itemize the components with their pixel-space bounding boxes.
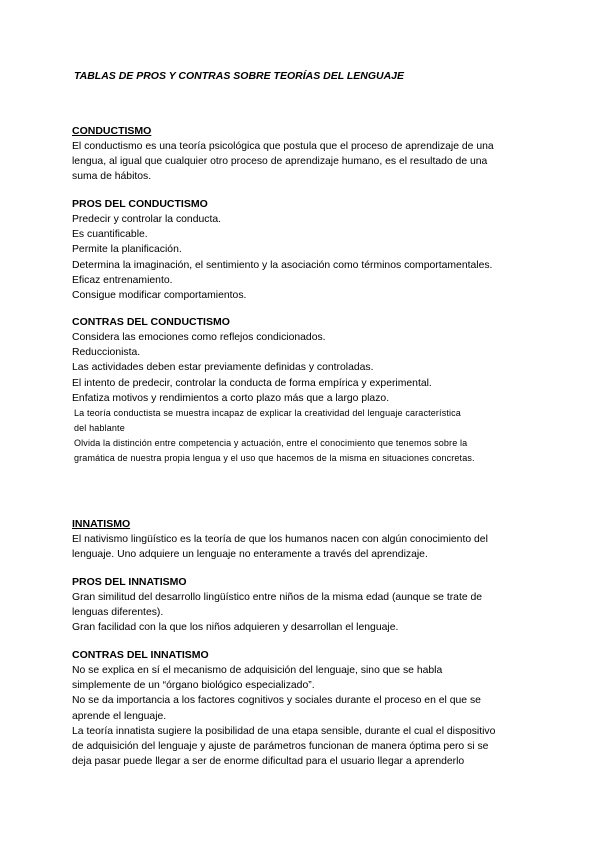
pros-innatismo-heading: PROS DEL INNATISMO: [72, 576, 187, 588]
contras-innatismo-heading: CONTRAS DEL INNATISMO: [72, 649, 209, 661]
section-innatismo: [72, 517, 532, 562]
list-item: Las actividades deben estar previamente definidas y controladas.: [72, 362, 374, 374]
list-item: Gran facilidad con la que los niños adquieren y desarrollan el lenguaje.: [72, 622, 399, 634]
text-line: lengua, al igual que cualquier otro proceso de aprendizaje humano, es el resultado de una: [72, 156, 488, 168]
list-item: La teoría innatista sugiere la posibilidad de una etapa sensible, durante el cual el dispositivo: [72, 725, 496, 737]
list-item: Consigue modificar comportamientos.: [72, 290, 247, 302]
list-item: Determina la imaginación, el sentimiento y la asociación como términos comportamentales.: [72, 259, 493, 271]
list-item: Gran similitud del desarrollo lingüístico entre niños de la misma edad (aunque se trate de: [72, 592, 483, 603]
list-item: La teoría conductista se muestra incapaz de explicar la creatividad del lenguaje característica: [74, 408, 461, 419]
contras-conductismo-heading: CONTRAS DEL CONDUCTISMO: [72, 316, 230, 328]
pros-innatismo-list: [72, 590, 532, 636]
list-item: Considera las emociones como reflejos condicionados.: [72, 332, 326, 343]
list-item: Predecir y controlar la conducta.: [72, 214, 222, 225]
list-item: del hablante: [74, 423, 125, 434]
list-item: Enfatiza motivos y rendimientos a corto plazo más que a largo plazo.: [72, 392, 390, 404]
list-item: lenguas diferentes).: [72, 607, 164, 619]
list-item: Permite la planificación.: [72, 244, 182, 256]
contras-conductismo-list: [72, 330, 532, 406]
list-item: deja pasar puede llegar a ser de enorme dificultad para el usuario llegar a aprenderlo: [72, 756, 465, 768]
pros-conductismo-heading: PROS DEL CONDUCTISMO: [72, 198, 208, 210]
list-item: Reduccionista.: [72, 347, 141, 359]
list-item: simplemente de un “órgano biológico especializado”.: [72, 680, 315, 692]
section-conductismo: [72, 124, 532, 185]
contras-conductismo-small-list: [74, 406, 532, 466]
innatismo-heading: INNATISMO: [72, 518, 131, 530]
list-item: gramática de nuestra propia lengua y el uso que hacemos de la misma en situaciones concretas.: [74, 453, 475, 464]
document-title: TABLAS DE PROS Y CONTRAS SOBRE TEORÍAS DEL LENGUAJE: [74, 70, 405, 82]
section-pros-conductismo: [72, 197, 532, 303]
list-item: No se da importancia a los factores cognitivos y sociales durante el proceso en el que se: [72, 695, 481, 707]
list-item: Eficaz entrenamiento.: [72, 274, 173, 286]
pros-conductismo-list: [72, 212, 532, 303]
list-item: Olvida la distinción entre competencia y actuación, entre el conocimiento que tenemos sobre la: [74, 438, 468, 449]
conductismo-heading: CONDUCTISMO: [72, 125, 152, 137]
list-item: Es cuantificable.: [72, 229, 148, 241]
text-line: suma de hábitos.: [72, 171, 152, 183]
section-pros-innatismo: [72, 575, 532, 636]
section-contras-conductismo: [72, 315, 532, 466]
list-item: No se explica en sí el mecanismo de adquisición del lenguaje, sino que se habla: [72, 665, 443, 676]
list-item: aprende el lenguaje.: [72, 710, 167, 722]
text-line: lenguaje. Uno adquiere un lenguaje no enteramente a través del aprendizaje.: [72, 549, 428, 561]
text-line: El conductismo es una teoría psicológica que postula que el proceso de aprendizaje de una: [72, 141, 494, 152]
conductismo-definition: [72, 139, 532, 185]
list-item: de adquisición del lenguaje y ajuste de parámetros funcionan de manera óptima pero si se: [72, 741, 489, 753]
section-contras-innatismo: [72, 648, 532, 769]
list-item: El intento de predecir, controlar la conducta de forma empírica y experimental.: [72, 377, 432, 389]
innatismo-definition: [72, 532, 532, 562]
contras-innatismo-list: [72, 663, 532, 769]
text-line: El nativismo lingüístico es la teoría de que los humanos nacen con algún conocimiento del: [72, 534, 488, 545]
